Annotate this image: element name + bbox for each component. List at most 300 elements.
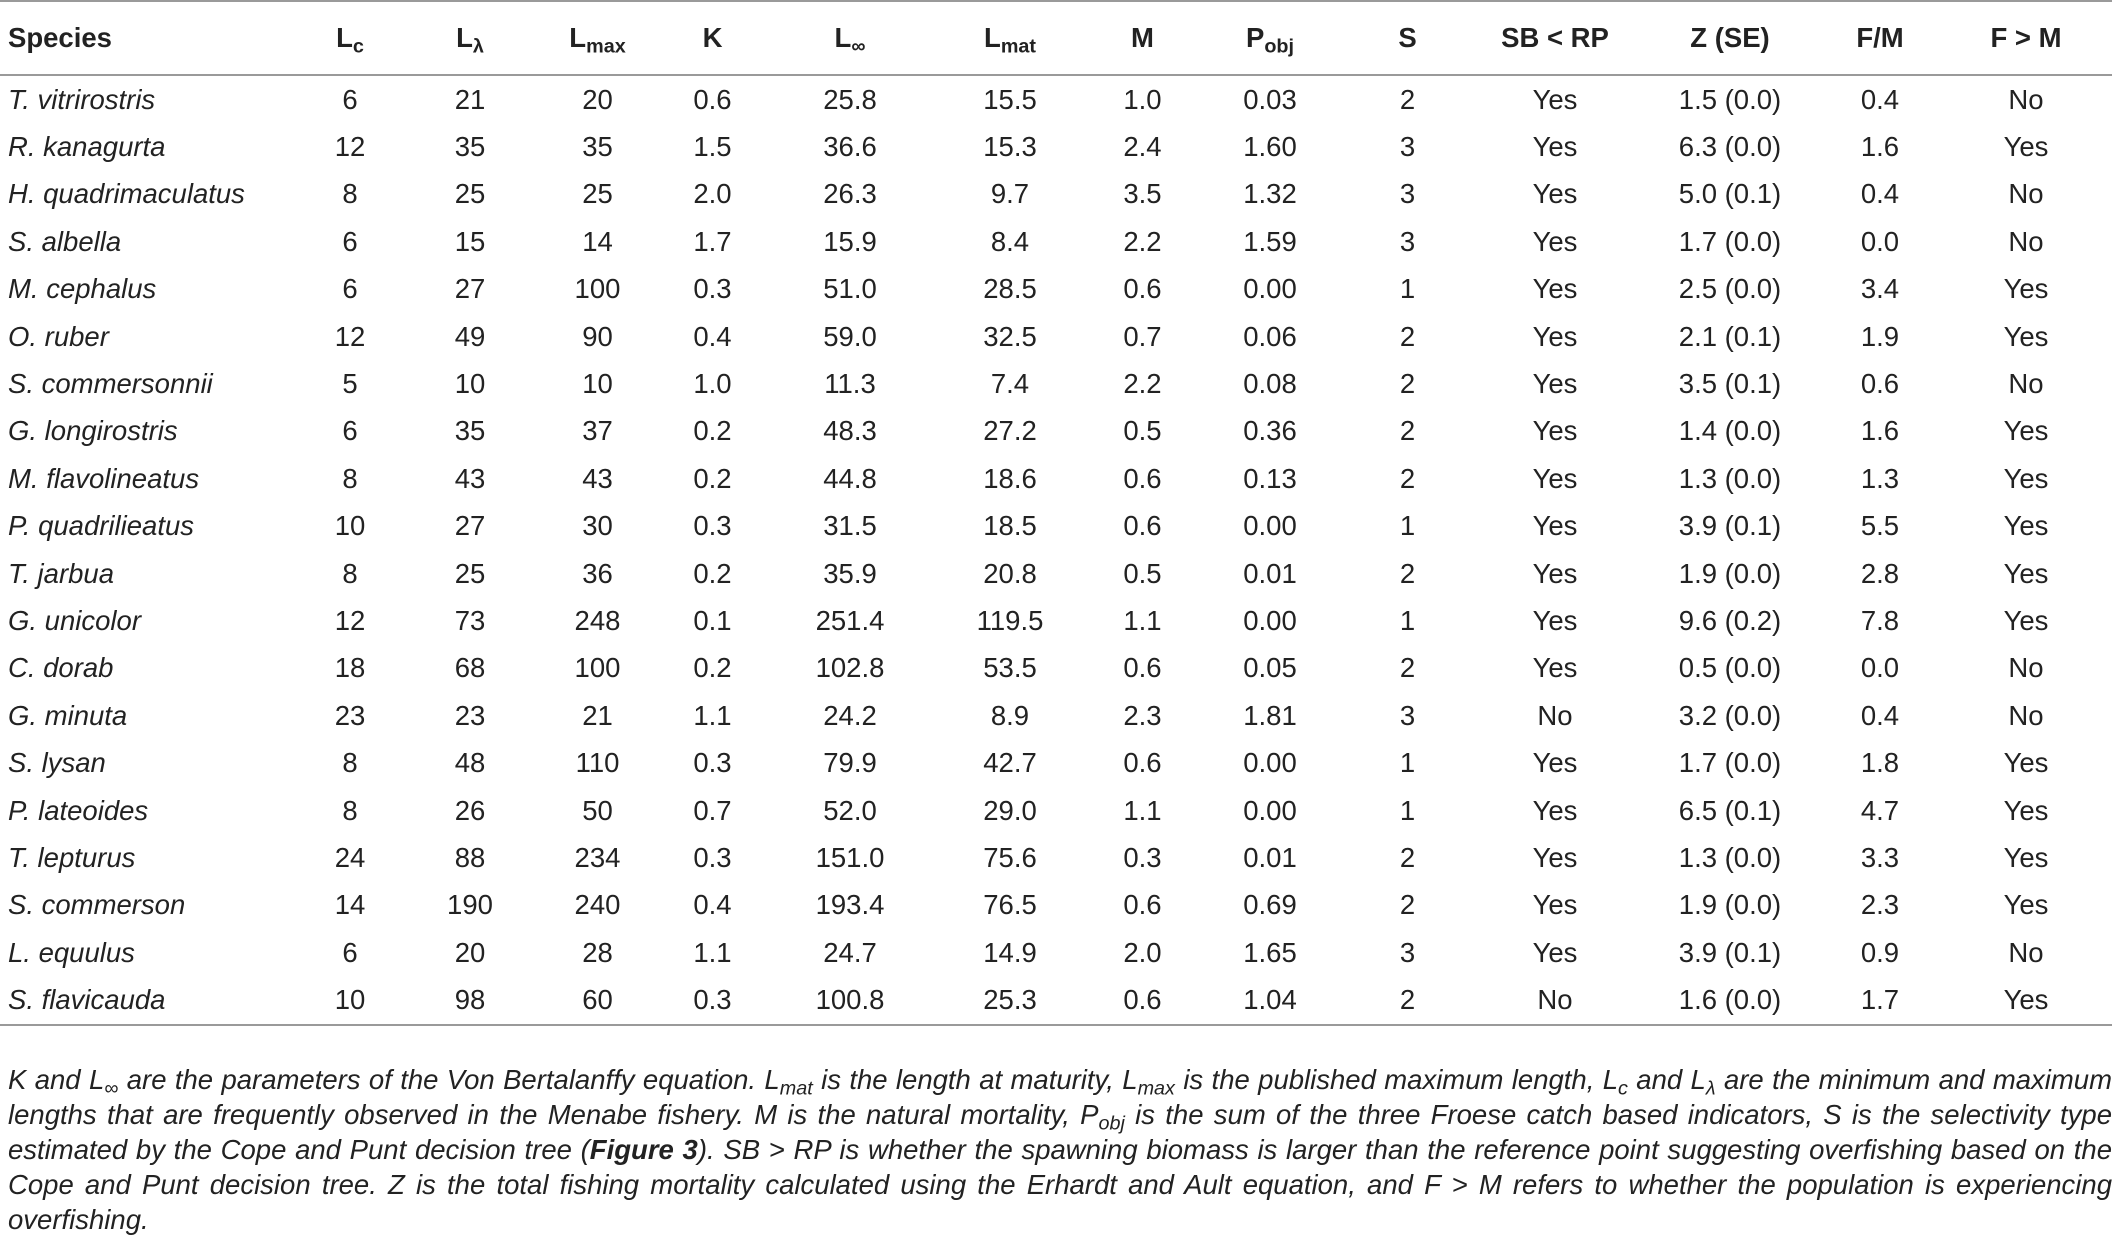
value-cell: Yes [1532,652,1578,684]
value-cell: 190 [447,889,493,921]
column-header [930,1,1090,75]
column-header [770,1,930,75]
table-row [0,266,2112,313]
value-cell: 0.3 [693,273,732,305]
value-cell: 6.5 (0.1) [1678,794,1782,826]
value-cell: Yes [1532,415,1578,447]
value-cell: 37 [582,415,613,447]
value-cell: 49 [454,320,486,352]
value-cell: 12 [334,604,366,636]
value-cell: Yes [2003,794,2049,826]
value-cell: 48 [454,747,486,779]
column-header [1820,1,1940,75]
value-cell: 3.4 [1860,273,1900,305]
value-cell: 14.9 [983,936,1037,968]
value-cell: Yes [1532,273,1578,305]
species-cell: M. cephalus [8,273,157,305]
value-cell: 8.9 [990,699,1030,731]
value-cell: 10 [300,976,400,1024]
value-cell: 0.4 [1860,699,1900,731]
value-cell: No [2008,178,2044,210]
footnote-segment: c [1618,1077,1628,1100]
value-cell: 1.6 [1860,415,1900,447]
value-cell: 0.3 [655,976,770,1024]
value-cell: 0.7 [1123,320,1162,352]
value-cell: 36.6 [823,131,877,163]
value-cell: 26.3 [823,178,877,210]
table-body [0,75,2112,1025]
value-cell: Yes [2003,320,2049,352]
species-cell: T. jarbua [8,557,114,589]
value-cell: 35 [454,415,486,447]
footnote-segment: is the length at maturity, L [812,1064,1138,1095]
table-row [0,123,2112,170]
footnote-segment: are the parameters of the Von Bertalanffy equation. L [118,1064,780,1095]
value-cell: 6 [342,273,358,305]
value-cell: 9.7 [990,178,1030,210]
value-cell: 6.3 (0.0) [1678,131,1782,163]
value-cell: 2 [1399,320,1416,352]
species-cell: S. flavicauda [0,976,300,1024]
value-cell: 1.81 [1243,699,1297,731]
value-cell: 42.7 [983,747,1037,779]
value-cell: 20 [454,936,486,968]
value-cell: 2.8 [1860,557,1900,589]
footnote-text [8,1062,2112,1237]
value-cell: Yes [2003,462,2049,494]
value-cell: 3.3 [1860,841,1900,873]
value-cell: 28 [582,936,613,968]
column-header-subscript: mat [1000,35,1036,58]
species-cell: L. equulus [8,936,135,968]
table-row [0,597,2112,644]
value-cell: 26 [454,794,486,826]
value-cell: 43 [582,462,613,494]
value-cell: 1 [1399,747,1416,779]
table-row [0,171,2112,218]
species-cell: T. vitrirostris [8,83,156,115]
value-cell: 0.4 [1860,178,1900,210]
value-cell: 0.0 [1860,225,1900,257]
value-cell: 2.0 [1123,936,1162,968]
value-cell: 88 [454,841,486,873]
value-cell: 21 [454,83,486,115]
species-cell: S. lysan [8,747,106,779]
column-header [1470,1,1640,75]
value-cell: Yes [2003,415,2049,447]
value-cell: 36 [582,557,613,589]
value-cell: 240 [574,889,621,921]
value-cell: 8.4 [990,225,1030,257]
value-cell: No [2008,83,2044,115]
value-cell: 0.3 [693,747,732,779]
value-cell: 6 [342,83,358,115]
value-cell: 0.13 [1243,462,1297,494]
footnote-segment: is the sum of the three Froese catch based indicators, S is the selectivity type estimated by the Cope and Punt decision tree ( [8,1099,2112,1165]
column-header [400,1,540,75]
column-header-label: F > M [1990,22,2062,53]
value-cell: 15.5 [983,83,1037,115]
value-cell: 234 [574,841,621,873]
column-header-label: L [834,22,852,53]
value-cell: 0.00 [1243,747,1297,779]
value-cell: 3.9 (0.1) [1678,510,1782,542]
value-cell: 53.5 [983,652,1037,684]
value-cell: 1.0 [693,368,732,400]
value-cell: 18.6 [983,462,1037,494]
value-cell: 21 [582,699,613,731]
value-cell: 32.5 [983,320,1037,352]
value-cell: 6 [342,415,358,447]
value-cell: 20 [582,83,613,115]
value-cell: 23 [454,699,486,731]
table-row [0,645,2112,692]
value-cell: 1.3 [1860,462,1900,494]
value-cell: 1 [1399,273,1416,305]
species-cell: T. lepturus [8,841,136,873]
value-cell: 43 [454,462,486,494]
value-cell: 20.8 [983,557,1037,589]
value-cell: 2.4 [1123,131,1162,163]
value-cell: 0.2 [693,415,732,447]
table-row [0,739,2112,786]
value-cell: 100.8 [770,976,930,1024]
species-cell: G. longirostris [8,415,178,447]
value-cell: 0.1 [693,604,732,636]
value-cell: 1.3 (0.0) [1678,462,1782,494]
value-cell: 90 [582,320,613,352]
value-cell: Yes [1532,557,1578,589]
value-cell: 0.6 [1123,462,1162,494]
value-cell: 0.2 [693,652,732,684]
value-cell: 1.65 [1243,936,1297,968]
value-cell: 8 [342,557,358,589]
value-cell: 2 [1399,557,1416,589]
species-cell: H. quadrimaculatus [8,178,245,210]
value-cell: 59.0 [823,320,877,352]
column-header-label: M [1131,22,1154,53]
value-cell: 1.1 [693,936,732,968]
value-cell: 1.7 [693,225,732,257]
column-header-label: P [1245,22,1265,53]
value-cell: 248 [574,604,621,636]
column-header-label: F/M [1856,22,1904,53]
species-cell: C. dorab [8,652,114,684]
value-cell: No [2008,368,2044,400]
value-cell: 0.01 [1243,841,1297,873]
footnote-segment: ∞ [104,1077,119,1100]
value-cell: 0.7 [693,794,732,826]
value-cell: Yes [2003,747,2049,779]
footnote-segment: ). SB > RP is whether the spawning biomass is larger than the reference point suggesting overfishing based on the Cope and Punt decision tree. Z is the total fishing mortality calculated using the Erhardt and Ault equation, and F > M refers to whether the population is experiencing overfishing. [8,1134,2112,1235]
footnote-segment: are the minimum and maximum lengths that are frequently observed in the Menabe fishery. M is the natural mortality, P [8,1064,2112,1130]
table-row [0,692,2112,739]
value-cell: 110 [575,747,620,779]
table-row [0,882,2112,929]
value-cell: 12 [334,131,366,163]
value-cell: No [2008,225,2044,257]
value-cell: 0.6 [1090,976,1195,1024]
value-cell: 10 [454,368,486,400]
value-cell: Yes [1532,747,1578,779]
value-cell: 1.6 (0.0) [1640,976,1820,1024]
value-cell: Yes [2003,131,2049,163]
value-cell: Yes [2003,510,2049,542]
species-cell: S. commersonnii [8,368,213,400]
value-cell: 30 [582,510,613,542]
value-cell: Yes [1532,604,1578,636]
value-cell: Yes [1532,794,1578,826]
value-cell: 7.4 [990,368,1030,400]
value-cell: 3.2 (0.0) [1678,699,1782,731]
value-cell: 51.0 [823,273,877,305]
column-header-label: L [569,22,587,53]
value-cell: 1.1 [693,699,732,731]
value-cell: 2 [1399,889,1416,921]
value-cell: 8 [342,462,358,494]
table-row [0,976,2112,1024]
column-header [0,1,300,75]
value-cell: 2 [1399,841,1416,873]
value-cell: 25 [454,178,486,210]
value-cell: 0.4 [693,320,732,352]
value-cell: 2.0 [693,178,732,210]
value-cell: 75.6 [983,841,1037,873]
value-cell: 5.0 (0.1) [1678,178,1782,210]
value-cell: Yes [1532,462,1578,494]
value-cell: 1 [1399,604,1416,636]
value-cell: 2 [1345,976,1470,1024]
column-header [1195,1,1345,75]
value-cell: 25.8 [823,83,877,115]
table-row [0,75,2112,123]
value-cell: 0.00 [1243,273,1297,305]
value-cell: 102.8 [815,652,885,684]
value-cell: 0.2 [693,462,732,494]
value-cell: 2 [1399,83,1416,115]
value-cell: 27 [454,273,486,305]
footnote-segment: mat [779,1077,813,1100]
value-cell: 0.36 [1243,415,1297,447]
value-cell: 1.04 [1195,976,1345,1024]
value-cell: 0.01 [1243,557,1297,589]
value-cell: 0.4 [693,889,732,921]
column-header-label: K [702,22,723,53]
column-header [1345,1,1470,75]
value-cell: 2.1 (0.1) [1678,320,1782,352]
footnote-segment: Figure 3 [589,1134,698,1165]
header-row [0,1,2112,75]
value-cell: 10 [334,510,366,542]
value-cell: No [1470,976,1640,1024]
value-cell: Yes [1532,936,1578,968]
value-cell: 1.9 (0.0) [1678,889,1782,921]
value-cell: 0.2 [693,557,732,589]
column-header-subscript: max [586,35,626,58]
value-cell: 3 [1399,936,1416,968]
value-cell: 68 [454,652,486,684]
value-cell: 1.7 (0.0) [1678,747,1782,779]
value-cell: 1.7 [1820,976,1940,1024]
value-cell: 1 [1399,510,1416,542]
value-cell: 8 [342,794,358,826]
column-header-label: Z (SE) [1690,22,1770,53]
value-cell: Yes [1532,131,1578,163]
value-cell: 1.6 [1860,131,1900,163]
table-row [0,313,2112,360]
value-cell: 27 [454,510,486,542]
footnote-segment: obj [1098,1112,1125,1135]
value-cell: 0.6 [1123,889,1162,921]
value-cell: 24 [334,841,366,873]
table-header [0,1,2112,75]
value-cell: 1.4 (0.0) [1678,415,1782,447]
value-cell: 28.5 [983,273,1037,305]
value-cell: 0.5 [1123,557,1162,589]
value-cell: 9.6 (0.2) [1678,604,1782,636]
value-cell: 0.5 (0.0) [1678,652,1782,684]
value-cell: 6 [342,225,358,257]
species-cell: O. ruber [8,320,109,352]
value-cell: 76.5 [983,889,1037,921]
value-cell: 1.60 [1243,131,1297,163]
value-cell: 1.7 (0.0) [1678,225,1782,257]
value-cell: 0.0 [1860,652,1900,684]
value-cell: 5.5 [1860,510,1900,542]
value-cell: 0.3 [693,841,732,873]
footnote-segment: λ [1705,1077,1716,1100]
table-footnote [8,1062,2112,1237]
value-cell: 6 [342,936,358,968]
column-header-label: SB < RP [1501,22,1609,53]
value-cell: 0.3 [693,510,732,542]
value-cell: 27.2 [983,415,1037,447]
column-header-subscript: λ [472,35,484,58]
value-cell: 7.8 [1860,604,1900,636]
value-cell: 11.3 [824,368,876,400]
value-cell: 251.4 [815,604,885,636]
value-cell: 2 [1399,415,1416,447]
value-cell: Yes [1532,889,1578,921]
species-cell: P. quadrilieatus [8,510,195,542]
value-cell: 0.08 [1243,368,1297,400]
value-cell: Yes [1940,976,2112,1024]
value-cell: 2.2 [1123,225,1162,257]
value-cell: 3 [1399,178,1416,210]
footnote-segment: is the published maximum length, L [1174,1064,1619,1095]
value-cell: 0.6 [1123,747,1162,779]
value-cell: 2.5 (0.0) [1678,273,1782,305]
value-cell: 31.5 [823,510,877,542]
value-cell: 0.6 [1123,652,1162,684]
value-cell: 0.06 [1243,320,1297,352]
value-cell: 0.00 [1243,794,1297,826]
value-cell: 3 [1399,225,1416,257]
column-header-subscript: ∞ [851,35,866,58]
value-cell: 73 [454,604,486,636]
value-cell: Yes [2003,557,2049,589]
value-cell: 0.6 [693,83,732,115]
column-header [1640,1,1820,75]
value-cell: 1.9 (0.0) [1678,557,1782,589]
value-cell: 0.6 [1123,273,1162,305]
value-cell: 12 [334,320,366,352]
value-cell: 15.9 [823,225,877,257]
value-cell: 52.0 [823,794,877,826]
column-header-subscript: obj [1264,35,1294,58]
footnote-segment: and L [1627,1064,1706,1095]
value-cell: 0.6 [1123,510,1162,542]
value-cell: 1.59 [1243,225,1297,257]
value-cell: 1.5 [693,131,732,163]
value-cell: 29.0 [983,794,1037,826]
column-header-label: Species [8,22,112,53]
table-row [0,787,2112,834]
value-cell: 0.05 [1243,652,1297,684]
value-cell: 8 [342,178,358,210]
value-cell: Yes [2003,889,2049,921]
value-cell: 14 [582,225,613,257]
value-cell: No [1537,699,1573,731]
value-cell: 24.2 [823,699,877,731]
value-cell: 18.5 [983,510,1037,542]
value-cell: Yes [1532,320,1578,352]
value-cell: Yes [1532,225,1578,257]
species-cell: S. commerson [8,889,186,921]
value-cell: 35 [454,131,486,163]
column-header [300,1,400,75]
value-cell: 119.5 [976,604,1044,636]
value-cell: Yes [1532,510,1578,542]
value-cell: 1.1 [1123,604,1162,636]
value-cell: 0.5 [1123,415,1162,447]
value-cell: 25 [454,557,486,589]
footnote-segment: K and L [8,1064,105,1095]
value-cell: Yes [2003,841,2049,873]
value-cell: 2 [1399,462,1416,494]
value-cell: 23 [334,699,366,731]
value-cell: Yes [1532,83,1578,115]
value-cell: 1.3 (0.0) [1678,841,1782,873]
column-header [655,1,770,75]
species-cell: G. minuta [8,699,128,731]
value-cell: 44.8 [823,462,877,494]
table-row [0,455,2112,502]
value-cell: 0.3 [1123,841,1162,873]
species-cell: R. kanagurta [8,131,166,163]
column-header-subscript: c [352,35,364,58]
species-cell: G. unicolor [8,604,141,636]
species-cell: P. lateoides [8,794,149,826]
value-cell: 15 [454,225,486,257]
value-cell: 35 [582,131,613,163]
column-header-label: L [336,22,353,53]
value-cell: 48.3 [823,415,877,447]
column-header [540,1,655,75]
value-cell: No [2008,652,2044,684]
value-cell: 79.9 [823,747,877,779]
value-cell: 18 [334,652,366,684]
value-cell: 3.9 (0.1) [1678,936,1782,968]
value-cell: 5 [342,368,358,400]
value-cell: 24.7 [823,936,877,968]
value-cell: 1 [1399,794,1416,826]
value-cell: 2.3 [1860,889,1900,921]
value-cell: 14 [334,889,366,921]
value-cell: 2 [1399,368,1416,400]
value-cell: 3 [1399,699,1416,731]
value-cell: 35.9 [823,557,877,589]
